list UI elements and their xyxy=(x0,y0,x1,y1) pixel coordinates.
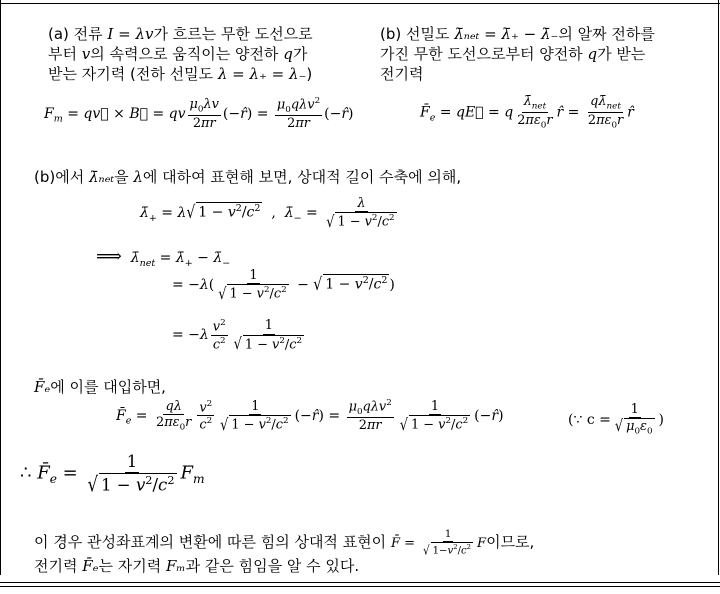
lambda-plus-minus-equation: $\lambdā_+ = \lambda√$ $1 - v^2/c^2$ , $\lambdā_-$ = $\frac{\lambda}{√ 1 - v^2/c^2}$ xyxy=(140,196,395,232)
section-b-line2: 가진 무한 도선으로부터 양전하 q가 받는 xyxy=(380,45,646,63)
left-border xyxy=(0,0,1,575)
electric-force-equation: $F̄_e$ = qE⃗ = q $\frac{\lambdā_{net}}{2\pi\varepsilon_0r}$ r̂ = $\frac{q\lambdā_{net}}{2\pi\varepsilon_0r}$ r̂ xyxy=(420,94,634,131)
top-border xyxy=(0,0,720,4)
length-contraction-intro: (b)에서 λ̄ₙₑₜ을 λ에 대하여 표현해 보면, 상대적 길이 수축에 의해, xyxy=(34,168,462,186)
section-b-line1: (b) 선밀도 λ̄ₙₑₜ = λ̄₊ − λ̄₋의 알짜 전하를 xyxy=(380,25,655,43)
bottom-rule-double xyxy=(0,586,720,587)
lambda-net-step1: ⟹ $\lambdā_{net}$ = $\lambdā_+$ − $\lambdā_-$ xyxy=(96,246,231,269)
section-a-line1: (a) 전류 I = λv가 흐르는 무한 도선으로 xyxy=(48,25,313,43)
final-statement: 전기력 F̄ₑ는 자기력 Fₘ과 같은 힘임을 알 수 있다. xyxy=(34,557,360,575)
lambda-net-step3: = −λ $\frac{v^2}{c^2}$ $\frac{1}{√ 1 - v^2/c^2}$ xyxy=(172,318,303,354)
substitution-text: F̄ₑ에 이를 대입하면, xyxy=(34,378,166,396)
conclusion-line: 이 경우 관성좌표계의 변환에 따른 힘의 상대적 표현이 F̄ = $\frac{1}{√ 1-v^2/c^2}$ F이므로, xyxy=(34,529,535,558)
bottom-rule xyxy=(0,582,720,583)
magnetic-force-equation: $F_m$ = qv⃗ × B⃗ = qv $\frac{\mu_0\lambda v}{2\pi r}$ (−r̂) = $\frac{\mu_0q\lambda v^2}{2\pi r}$ (−r̂) xyxy=(44,96,354,132)
section-b-line3: 전기력 xyxy=(380,65,424,83)
section-a-line2: 부터 v의 속력으로 움직이는 양전하 q가 xyxy=(48,45,308,63)
section-a-line3: 받는 자기력 (전하 선밀도 λ = λ₊ = λ₋) xyxy=(48,65,313,83)
electric-force-substituted: $F̄_e$ = $\frac{q\lambda}{2\pi\varepsilon_0r}$ $\frac{v^2}{c^2}$ $\frac{1}{√ 1 - v^2/c^2}$ (−r̂) = $\frac{\mu_0q\lambda v^2}{2\pi r}$ $\frac{1}{√ 1 - v^2/c^2}$ (−r̂) xyxy=(116,398,504,435)
right-border xyxy=(718,0,719,575)
speed-of-light-note: (∵ c = $\frac{1}{√ \mu_0\varepsilon_0}$ ) xyxy=(568,402,664,437)
lambda-net-step2: = −λ( $\frac{1}{√ 1 - v^2/c^2}$ − √ $1 - v^2/c^2$ ) xyxy=(172,268,395,304)
final-result-equation: ∴ $F̄_e$ = $\frac{1}{√ 1 - v^2/c^2}$ $F_m$ xyxy=(20,452,205,497)
